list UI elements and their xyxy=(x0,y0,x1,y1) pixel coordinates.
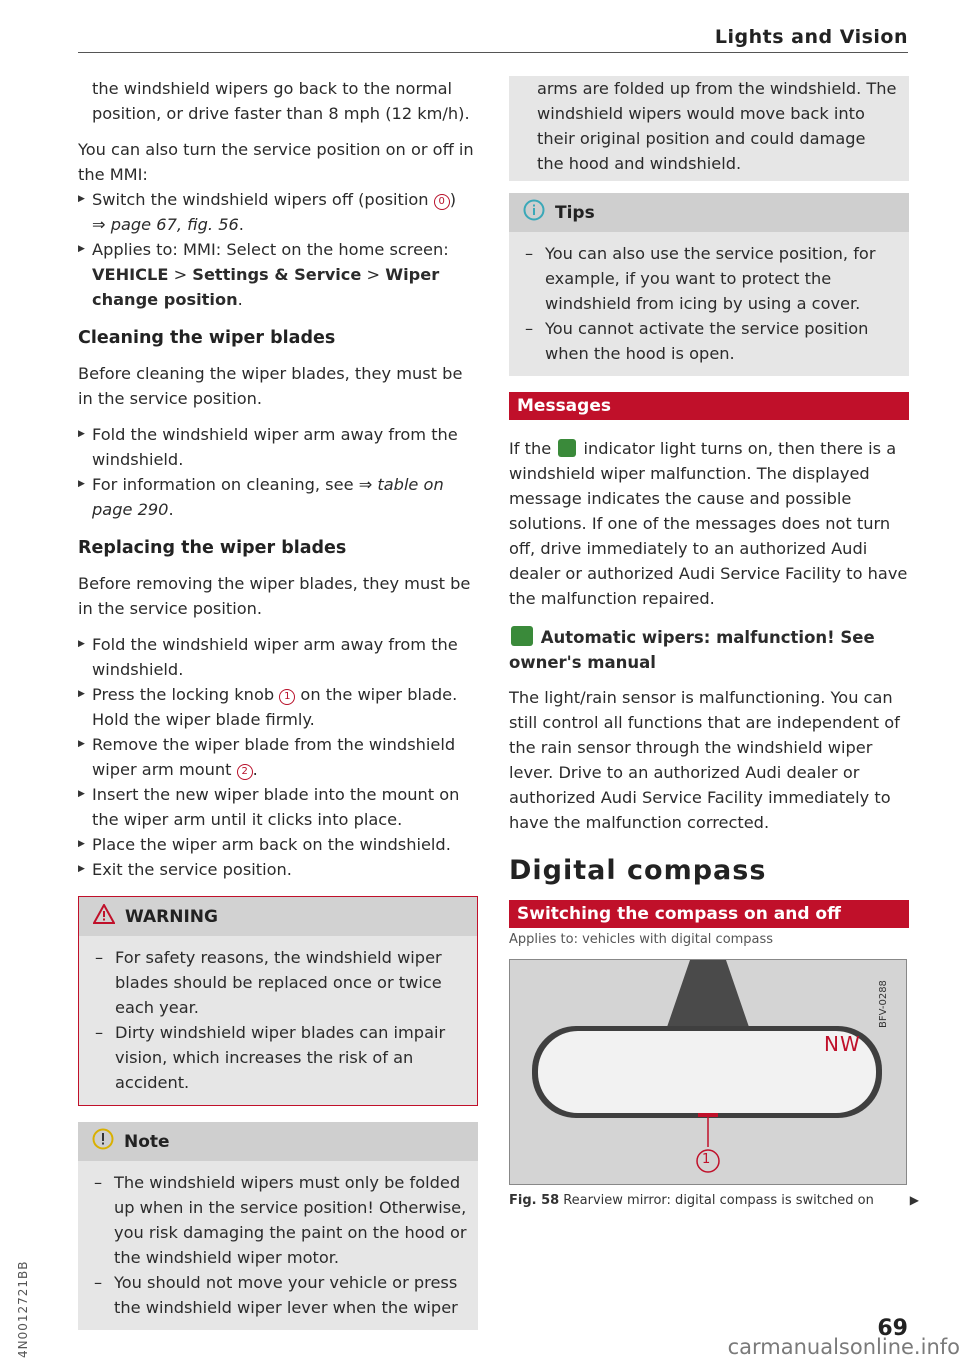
list-item: – Dirty windshield wiper blades can impair vision, which increases the risk of an accident. xyxy=(87,1020,469,1095)
tips-title: Tips xyxy=(555,202,595,223)
step-text: Remove the wiper blade from the windshield wiper arm mount xyxy=(92,735,456,779)
list-item: ▶ Insert the new wiper blade into the mount on the wiper arm until it clicks into place. xyxy=(78,782,478,832)
header-title: Lights and Vision xyxy=(714,26,908,48)
list-item: ▶ Exit the service position. xyxy=(78,857,478,882)
auto-wipers-paragraph: The light/rain sensor is malfunctioning. You can still control all functions that are independent of the rain sensor through the windshield wiper lever. Drive to an authorized Audi dealer or authorized Audi Service Facility immediately to have the malfunction corrected. xyxy=(509,688,900,832)
position-0-marker: 0 xyxy=(434,194,450,210)
compass-sensor xyxy=(698,1113,718,1117)
callout-1-marker: 1 xyxy=(279,689,295,705)
table-reference-link[interactable]: ⇒ table on page 290 xyxy=(92,475,444,519)
step-text: For information on cleaning, see xyxy=(92,475,359,494)
header-rule xyxy=(78,52,908,53)
watermark: carmanualsonline.info xyxy=(727,1335,960,1359)
step-text: on the wiper blade. Hold the wiper blade firmly. xyxy=(92,685,458,729)
figure-label: Fig. 58 xyxy=(509,1193,560,1208)
list-item: ▶ Place the wiper arm back on the windshield. xyxy=(78,832,478,857)
step-text: Applies to: MMI: Select on the home screen: xyxy=(92,240,449,259)
left-column xyxy=(78,76,478,1330)
warning-box xyxy=(78,896,478,1106)
tips-box xyxy=(509,193,909,376)
replacing-heading: Replacing the wiper blades xyxy=(78,538,347,558)
note-continuation xyxy=(509,76,909,181)
replacing-steps xyxy=(78,632,478,882)
warning-body xyxy=(79,936,477,1105)
replacing-paragraph: Before removing the wiper blades, they must be in the service position. xyxy=(78,574,471,618)
document-code xyxy=(14,1250,34,1360)
step-text: Press the locking knob xyxy=(92,685,280,704)
note-header xyxy=(78,1122,478,1161)
step-text: ) xyxy=(449,190,457,209)
list-item: ▶ Fold the windshield wiper arm away from the windshield. xyxy=(78,422,478,472)
figure-caption-text: Rearview mirror: digital compass is switched on xyxy=(563,1193,874,1208)
paragraph-text: indicator light turns on, then there is a windshield wiper malfunction. The displayed message indicates the cause and possible solutions. If one of the messages does not turn off, drive immediately to an authorized Audi dealer or authorized Audi Service Facility to have the malfunction repaired. xyxy=(509,439,908,608)
list-item: – For safety reasons, the windshield wiper blades should be replaced once or twice each year. xyxy=(87,945,469,1020)
tips-body xyxy=(509,232,909,376)
step-text: . xyxy=(238,215,244,234)
continue-arrow-icon: ▶ xyxy=(909,1193,919,1207)
paragraph-text: If the xyxy=(509,439,557,458)
mmi-steps xyxy=(78,187,478,312)
tips-header xyxy=(509,193,909,232)
info-icon xyxy=(523,199,545,226)
auto-wipers-title: Automatic wipers: malfunction! See owner's manual xyxy=(509,628,875,672)
note-title: Note xyxy=(124,1131,170,1152)
wiper-indicator-icon xyxy=(558,439,576,457)
callout-2-marker: 2 xyxy=(237,764,253,780)
switch-compass-heading: Switching the compass on and off xyxy=(509,900,909,928)
messages-heading: Messages xyxy=(509,392,909,420)
mirror-figure xyxy=(509,959,907,1185)
list-item xyxy=(78,682,478,732)
cleaning-paragraph: Before cleaning the wiper blades, they must be in the service position. xyxy=(78,364,463,408)
list-item xyxy=(78,732,478,782)
auto-wipers-heading xyxy=(509,625,909,675)
note-continuation-text: arms are folded up from the windshield. The windshield wipers would move back into their original position and could damage the hood and windshield. xyxy=(537,79,897,173)
list-item xyxy=(78,237,478,312)
menu-path-separator: > xyxy=(361,265,386,284)
menu-path-vehicle: VEHICLE xyxy=(92,265,169,284)
menu-path-separator: > xyxy=(168,265,193,284)
menu-path-wiper: Wiper change position xyxy=(92,265,440,309)
page-number: 69 xyxy=(877,1316,908,1341)
step-text: . xyxy=(252,760,258,779)
messages-paragraph xyxy=(509,436,909,611)
wiper-malfunction-icon xyxy=(511,626,533,646)
warning-header xyxy=(79,897,477,936)
cleaning-steps xyxy=(78,422,478,522)
note-body xyxy=(78,1161,478,1330)
note-box xyxy=(78,1122,478,1330)
list-item: – The windshield wipers must only be folded up when in the service position! Otherwise, you risk damaging the paint on the hood or the windshield wiper motor. xyxy=(86,1170,470,1270)
intro-paragraph: the windshield wipers go back to the normal position, or drive faster than 8 mph (12 km/h). xyxy=(92,79,470,123)
figure-code: BFV-0288 xyxy=(878,980,889,1028)
list-item xyxy=(78,472,478,522)
step-text: . xyxy=(237,290,243,309)
compass-heading: Digital compass xyxy=(509,855,767,886)
right-column xyxy=(509,76,919,1208)
list-item xyxy=(78,187,478,237)
menu-path-settings: Settings & Service xyxy=(192,265,362,284)
applies-to: Applies to: vehicles with digital compass xyxy=(509,932,774,947)
warning-title: WARNING xyxy=(125,906,218,927)
list-item: – You should not move your vehicle or press the windshield wiper lever when the wiper xyxy=(86,1270,470,1320)
list-item: – You cannot activate the service position when the hood is open. xyxy=(517,316,901,366)
step-text: . xyxy=(168,500,174,519)
cleaning-heading: Cleaning the wiper blades xyxy=(78,328,336,348)
warning-triangle-icon xyxy=(93,904,115,929)
figure-caption xyxy=(509,1193,919,1208)
callout-number: 1 xyxy=(702,1152,711,1167)
exclamation-circle-icon xyxy=(92,1128,114,1155)
page-reference-link[interactable]: ⇒ page 67, fig. 56 xyxy=(92,215,239,234)
list-item: – You can also use the service position, for example, if you want to protect the windshield from icing by using a cover. xyxy=(517,241,901,316)
document-code-text: 4N0012721BB xyxy=(16,1260,30,1358)
list-item: ▶ Fold the windshield wiper arm away from the windshield. xyxy=(78,632,478,682)
compass-display: NW xyxy=(824,1032,861,1056)
mmi-paragraph: You can also turn the service position on or off in the MMI: xyxy=(78,140,474,184)
step-text: Switch the windshield wipers off (position xyxy=(92,190,434,209)
